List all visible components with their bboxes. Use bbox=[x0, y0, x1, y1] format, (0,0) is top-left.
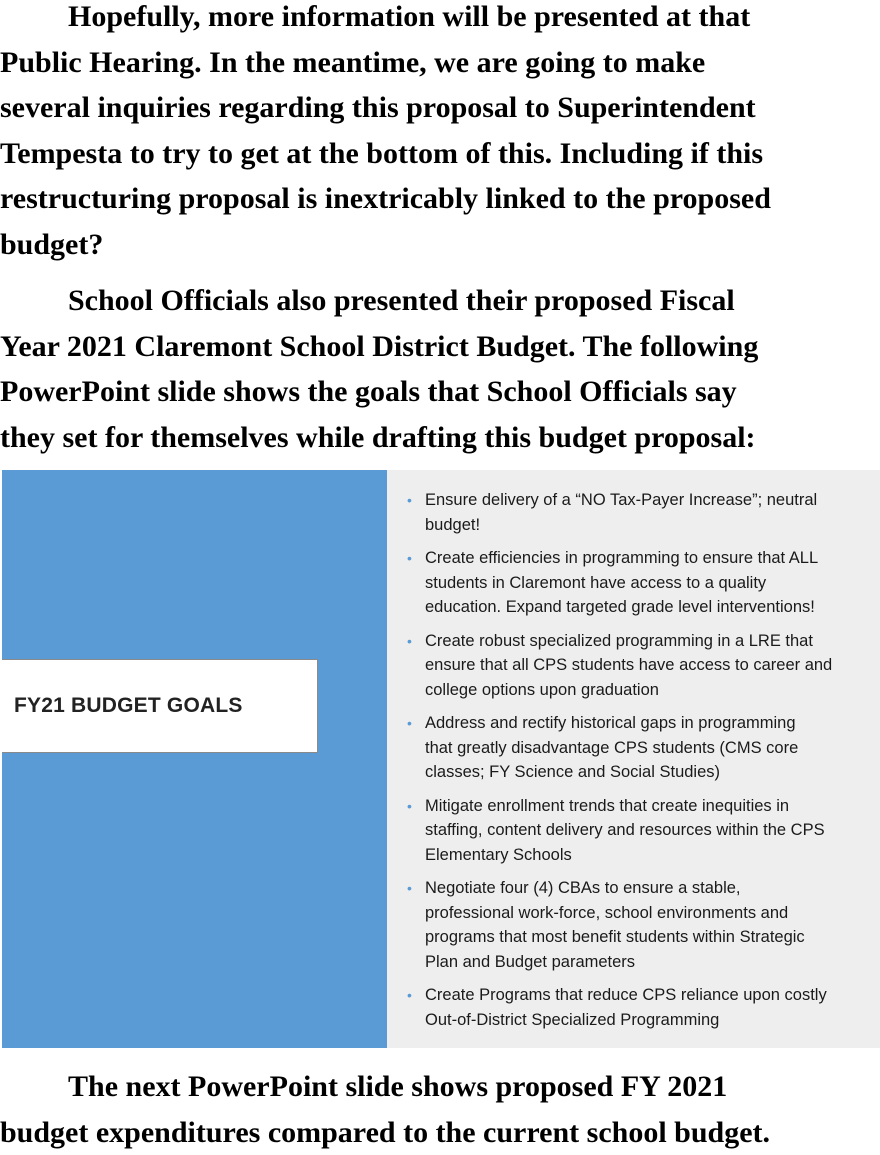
paragraph-budget-intro bbox=[0, 278, 880, 460]
text-line: budget expenditures compared to the current school budget. bbox=[0, 1110, 880, 1155]
paragraph-next-slide bbox=[0, 1064, 880, 1155]
budget-goal-item bbox=[407, 983, 880, 1032]
budget-goal-text-line: Plan and Budget parameters bbox=[425, 950, 880, 975]
budget-goal-text-line: professional work-force, school environments and bbox=[425, 901, 880, 926]
text-line: budget? bbox=[0, 222, 880, 268]
budget-goal-text-line: Ensure delivery of a “NO Tax-Payer Increase”; neutral bbox=[425, 488, 880, 513]
text-line: Public Hearing. In the meantime, we are going to make bbox=[0, 40, 880, 86]
budget-goal-text-line: Out-of-District Specialized Programming bbox=[425, 1008, 880, 1033]
text-line: The next PowerPoint slide shows proposed FY 2021 bbox=[0, 1064, 880, 1110]
bullet-icon: • bbox=[407, 629, 412, 654]
text-line: restructuring proposal is inextricably linked to the proposed bbox=[0, 176, 880, 222]
budget-goal-text-line: staffing, content delivery and resources within the CPS bbox=[425, 818, 880, 843]
text-line: Tempesta to try to get at the bottom of this. Including if this bbox=[0, 131, 880, 177]
bullet-icon: • bbox=[407, 794, 412, 819]
text-line: Hopefully, more information will be presented at that bbox=[0, 0, 880, 40]
budget-goal-item bbox=[407, 488, 880, 537]
budget-goal-text-line: Mitigate enrollment trends that create inequities in bbox=[425, 794, 880, 819]
budget-goal-text-line: Create Programs that reduce CPS reliance upon costly bbox=[425, 983, 880, 1008]
powerpoint-slide-image bbox=[2, 470, 880, 1048]
budget-goal-text-line: that greatly disadvantage CPS students (CMS core bbox=[425, 736, 880, 761]
budget-goal-item bbox=[407, 876, 880, 974]
text-line: they set for themselves while drafting this budget proposal: bbox=[0, 415, 880, 461]
budget-goal-text-line: Create efficiencies in programming to ensure that ALL bbox=[425, 546, 880, 571]
budget-goal-text-line: ensure that all CPS students have access to career and bbox=[425, 653, 880, 678]
budget-goal-item bbox=[407, 546, 880, 620]
paragraph-public-hearing bbox=[0, 0, 880, 267]
budget-goal-text-line: Address and rectify historical gaps in programming bbox=[425, 711, 880, 736]
budget-goal-text-line: classes; FY Science and Social Studies) bbox=[425, 760, 880, 785]
budget-goals-list bbox=[407, 488, 880, 1041]
budget-goal-text-line: budget! bbox=[425, 513, 880, 538]
bullet-icon: • bbox=[407, 711, 412, 736]
budget-goal-text-line: students in Claremont have access to a quality bbox=[425, 571, 880, 596]
budget-goal-text-line: programs that most benefit students within Strategic bbox=[425, 925, 880, 950]
text-line: several inquiries regarding this proposal to Superintendent bbox=[0, 85, 880, 131]
budget-goal-item bbox=[407, 711, 880, 785]
bullet-icon: • bbox=[407, 488, 412, 513]
text-line: School Officials also presented their proposed Fiscal bbox=[0, 278, 880, 324]
slide-title: FY21 BUDGET GOALS bbox=[2, 694, 243, 718]
text-line: PowerPoint slide shows the goals that School Officials say bbox=[0, 369, 880, 415]
bullet-icon: • bbox=[407, 546, 412, 571]
budget-goal-item bbox=[407, 794, 880, 868]
budget-goal-text-line: Create robust specialized programming in a LRE that bbox=[425, 629, 880, 654]
bullet-icon: • bbox=[407, 876, 412, 901]
text-line: Year 2021 Claremont School District Budget. The following bbox=[0, 324, 880, 370]
slide-title-box bbox=[2, 659, 318, 753]
slide-blue-panel bbox=[2, 470, 387, 1048]
budget-goal-text-line: college options upon graduation bbox=[425, 678, 880, 703]
budget-goal-text-line: Elementary Schools bbox=[425, 843, 880, 868]
budget-goal-item bbox=[407, 629, 880, 703]
budget-goal-text-line: education. Expand targeted grade level interventions! bbox=[425, 595, 880, 620]
bullet-icon: • bbox=[407, 983, 412, 1008]
budget-goal-text-line: Negotiate four (4) CBAs to ensure a stable, bbox=[425, 876, 880, 901]
